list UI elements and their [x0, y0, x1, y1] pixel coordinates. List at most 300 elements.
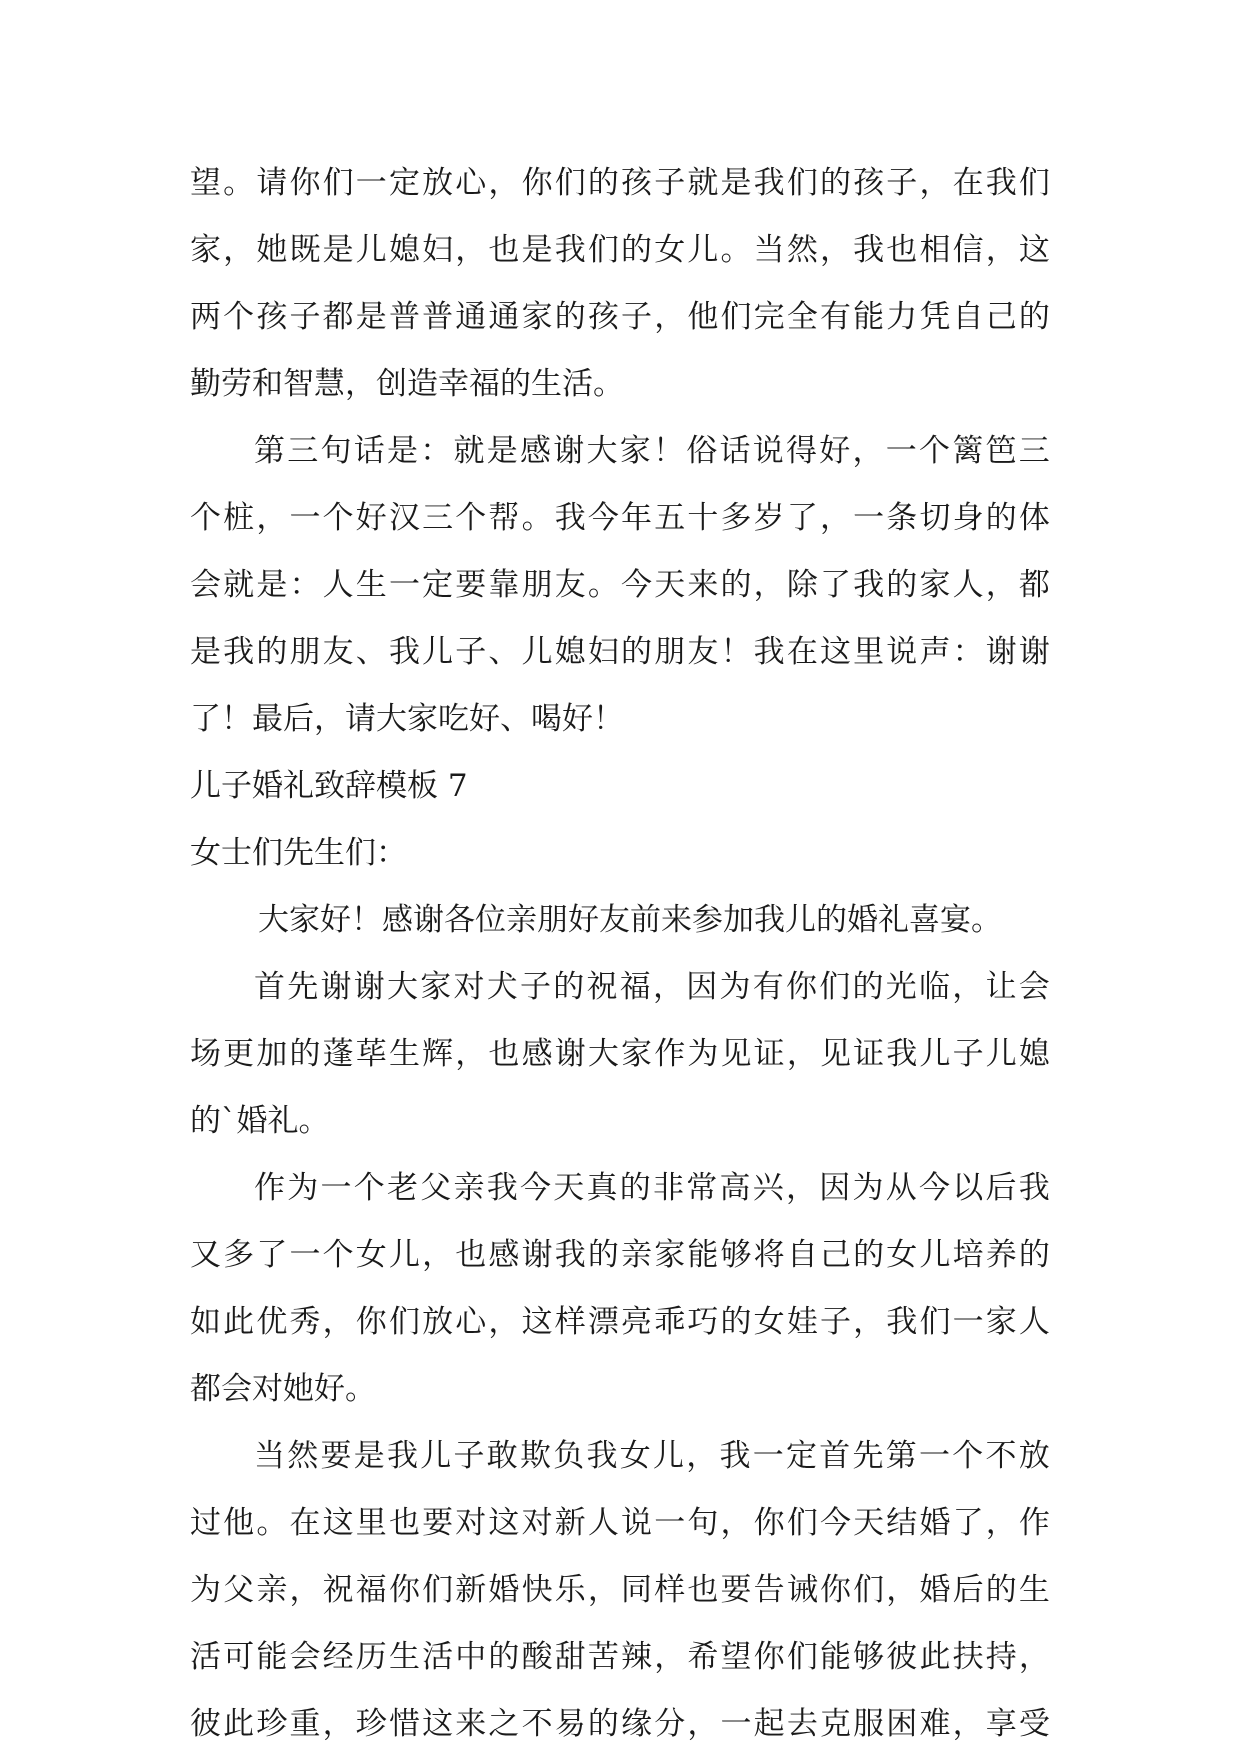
text-char: 的	[488, 1639, 520, 1675]
text-char: 望	[190, 165, 221, 201]
text-char: 子	[520, 969, 551, 1005]
salutation: 女士们先生们：	[190, 835, 407, 871]
text-char: 见	[720, 1036, 752, 1072]
text-char: ，	[952, 1706, 984, 1742]
text-char: 证	[753, 1036, 785, 1072]
text-line	[190, 284, 1050, 351]
text-char: 要	[320, 1438, 352, 1474]
text-char: 为	[852, 1170, 884, 1206]
text-char: 是	[387, 433, 418, 469]
text-char: 们	[786, 1505, 818, 1541]
text-char: 五	[654, 500, 686, 536]
text-char: 岁	[753, 500, 785, 536]
text-char: 我	[388, 634, 420, 670]
text-char: 快	[521, 1572, 553, 1608]
text-char: 媳	[388, 232, 420, 268]
text-char: 生	[355, 567, 387, 603]
text-char: 靠	[488, 567, 520, 603]
section-heading: 儿子婚礼致辞模板 7	[190, 768, 468, 804]
text-char: 活	[190, 1639, 221, 1675]
text-char: 篱	[952, 433, 984, 469]
text-char: 一	[952, 1304, 984, 1340]
text-char: 为	[287, 1170, 319, 1206]
text-char: 媳	[1018, 1036, 1050, 1072]
text-char: 首	[254, 969, 285, 1005]
text-char: 常	[686, 1170, 718, 1206]
text-char: 人	[952, 567, 984, 603]
text-char: 。	[521, 500, 553, 536]
text-char: ，	[985, 1505, 1017, 1541]
text-char: 的	[256, 634, 288, 670]
text-char: ，	[223, 232, 255, 268]
text-char: 在	[952, 165, 984, 201]
text-char: 的	[985, 1572, 1017, 1608]
text-char: 的	[852, 969, 884, 1005]
text-char: 的	[985, 500, 1017, 536]
text-char: 也	[687, 1572, 719, 1608]
text-char: 的	[289, 1036, 321, 1072]
text-char: 娃	[786, 1304, 818, 1340]
text-line	[190, 954, 1050, 1021]
text-char: 苦	[587, 1639, 619, 1675]
text-char: 个	[353, 1170, 385, 1206]
text-char: 是	[256, 567, 288, 603]
text-char: 好	[355, 500, 387, 536]
text-char: 友	[687, 634, 719, 670]
text-char: 可	[223, 1639, 255, 1675]
text-char: 笆	[985, 433, 1017, 469]
text-char: 不	[521, 1706, 553, 1742]
text-char: 了	[256, 1237, 288, 1273]
text-char: 诫	[786, 1572, 818, 1608]
text-char: 是	[190, 634, 221, 670]
text-char: 此	[223, 1706, 255, 1742]
text-char: 又	[190, 1237, 221, 1273]
text-char: 亲	[256, 1572, 288, 1608]
text-char: 祝	[322, 1572, 354, 1608]
text-char: 。	[720, 232, 752, 268]
text-char: 们	[554, 165, 586, 201]
text-char: 一	[853, 500, 885, 536]
text-char: 一	[320, 1170, 352, 1206]
text-char: 身	[952, 500, 984, 536]
text-char: ，	[853, 1304, 885, 1340]
text-char: 们	[720, 299, 752, 335]
text-char: 个	[952, 1438, 984, 1474]
text-char: 生	[388, 1036, 420, 1072]
text-char: 大	[587, 1036, 619, 1072]
text-char: 非	[653, 1170, 684, 1206]
text-char: 孩	[853, 165, 885, 201]
text-char: 了	[952, 1505, 984, 1541]
text-char: 过	[190, 1505, 221, 1541]
text-char: 亲	[453, 1170, 485, 1206]
text-char: 多	[720, 500, 752, 536]
text-char: 福	[355, 1572, 387, 1608]
text-char: 这	[819, 634, 851, 670]
text-char: 为	[687, 1036, 719, 1072]
text-char: 普	[422, 299, 454, 335]
text-char: 儿	[388, 1237, 420, 1273]
text-char: 服	[853, 1706, 885, 1742]
text-line	[190, 1691, 1050, 1758]
text-char: ，	[786, 1036, 818, 1072]
text-char: ，	[1018, 1639, 1050, 1675]
text-char: 一	[720, 1706, 752, 1742]
text-char: 分	[654, 1706, 686, 1742]
text-char: 为	[719, 969, 751, 1005]
text-char: 第	[254, 433, 285, 469]
text-char: 切	[919, 500, 951, 536]
text-char: 儿	[687, 232, 719, 268]
text-char: 你	[753, 1505, 785, 1541]
text-char: 好	[819, 433, 851, 469]
text-char: 你	[289, 165, 321, 201]
text-char: 他	[223, 1505, 255, 1541]
text-char: 一	[289, 500, 321, 536]
text-char: 我	[554, 232, 586, 268]
text-char: 易	[554, 1706, 586, 1742]
text-char: 婚	[919, 1572, 951, 1608]
text-char: 话	[353, 433, 385, 469]
text-char: 活	[422, 1639, 454, 1675]
text-char: 们	[853, 1572, 885, 1608]
text-char: 一	[654, 1505, 686, 1541]
text-char: 这	[322, 1505, 354, 1541]
text-char: 享	[985, 1706, 1017, 1742]
text-char: 她	[256, 232, 288, 268]
text-char: 此	[919, 1639, 951, 1675]
text-char: 的	[619, 1170, 651, 1206]
text-char: 完	[753, 299, 785, 335]
text-char: 放	[1018, 1438, 1050, 1474]
text-char: 谢	[554, 1036, 586, 1072]
text-char: 是	[521, 232, 553, 268]
text-char: 一	[355, 165, 387, 201]
text-char: 心	[455, 1304, 487, 1340]
text-char: 让	[985, 969, 1017, 1005]
text-char: 福	[619, 969, 651, 1005]
text-char: ：	[952, 634, 984, 670]
text-char: 们	[919, 1304, 951, 1340]
text-char: 定	[388, 165, 420, 201]
text-char: 会	[289, 1639, 321, 1675]
text-char: 放	[422, 165, 454, 201]
text-char: 因	[686, 969, 718, 1005]
text-char: 的	[853, 1237, 885, 1273]
text-char: 感	[520, 433, 551, 469]
text-char: 荜	[355, 1036, 387, 1072]
text-char: 我	[1018, 1170, 1050, 1206]
text-char: 自	[786, 1237, 818, 1273]
text-char: 们	[322, 165, 354, 201]
text-char: ！	[720, 634, 752, 670]
text-char: ，	[289, 1572, 321, 1608]
text-char: 人	[587, 1505, 619, 1541]
text-char: 对	[455, 1505, 487, 1541]
text-char: 惜	[388, 1706, 420, 1742]
text-char: 说	[752, 433, 784, 469]
text-char: 相	[919, 232, 951, 268]
text-char: 就	[453, 433, 485, 469]
text-char: 重	[289, 1706, 321, 1742]
text-char: 乖	[654, 1304, 686, 1340]
text-char: 我	[586, 1438, 618, 1474]
text-char: 缘	[621, 1706, 653, 1742]
text-char: 定	[786, 1438, 817, 1474]
text-char: 。	[223, 165, 255, 201]
text-char: 父	[223, 1572, 255, 1608]
text-char: ，	[919, 165, 951, 201]
text-char: 起	[753, 1706, 785, 1742]
text-char: 你	[355, 1304, 387, 1340]
text-line: 了！最后，请大家吃好、喝好！	[190, 701, 624, 737]
text-char: 这	[488, 1505, 520, 1541]
text-char: ，	[686, 1438, 718, 1474]
text-char: ，	[886, 1572, 918, 1608]
text-char: 里	[355, 1505, 387, 1541]
text-char: 然	[786, 232, 818, 268]
text-char: 老	[387, 1170, 418, 1206]
document-body	[190, 150, 1050, 1758]
text-char: 友	[322, 634, 354, 670]
text-char: 是	[355, 299, 387, 335]
text-char: ，	[256, 500, 288, 536]
text-line	[190, 485, 1050, 552]
text-char: 的	[1018, 1237, 1050, 1273]
text-char: 多	[223, 1237, 255, 1273]
text-char: ，	[985, 567, 1017, 603]
text-char: 儿	[985, 1036, 1017, 1072]
text-char: 我	[387, 1438, 418, 1474]
text-char: ，	[654, 1639, 686, 1675]
text-char: 大	[586, 433, 618, 469]
text-char: 谢	[553, 433, 585, 469]
text-char: 都	[322, 299, 354, 335]
text-char: 之	[488, 1706, 520, 1742]
text-line	[190, 1021, 1050, 1088]
text-char: 能	[819, 1639, 851, 1675]
text-char: 当	[254, 1438, 285, 1474]
greeting: 大家好！感谢各位亲朋好友前来参加我儿的婚礼喜宴。	[258, 902, 1002, 938]
text-char: 子	[654, 165, 686, 201]
text-char: 了	[786, 500, 818, 536]
text-char: 先	[287, 969, 319, 1005]
text-char: 是	[353, 1438, 385, 1474]
text-char: 的	[587, 1237, 619, 1273]
text-char: 敢	[486, 1438, 518, 1474]
text-char: ，	[720, 1505, 752, 1541]
text-char: 家	[621, 1036, 653, 1072]
text-char: 家	[619, 433, 651, 469]
text-char: 条	[886, 500, 918, 536]
text-char: 婚	[488, 1572, 520, 1608]
text-char: 你	[753, 1639, 785, 1675]
text-char: 有	[752, 969, 784, 1005]
text-char: 今	[520, 1170, 551, 1206]
text-char: 对	[521, 1505, 553, 1541]
text-char: 请	[256, 165, 288, 201]
text-char: 临	[919, 969, 950, 1005]
text-char: 对	[453, 969, 485, 1005]
text-char: 桩	[223, 500, 255, 536]
text-char: 不	[985, 1438, 1017, 1474]
text-char: 的	[587, 1706, 619, 1742]
text-char: 更	[223, 1036, 255, 1072]
text-char: 能	[687, 1237, 719, 1273]
text-char: 要	[455, 567, 487, 603]
text-char: ，	[819, 500, 851, 536]
text-char: 难	[919, 1706, 951, 1742]
text-char: 定	[422, 567, 454, 603]
text-char: 感	[521, 1036, 553, 1072]
text-char: 们	[786, 1639, 818, 1675]
text-char: ，	[587, 1572, 619, 1608]
text-char: 一	[919, 1438, 950, 1474]
text-char: 大	[387, 969, 418, 1005]
text-char: 个	[223, 299, 255, 335]
text-char: 同	[621, 1572, 653, 1608]
text-char: ，	[654, 299, 686, 335]
text-char: 除	[786, 567, 818, 603]
text-char: 子	[621, 299, 653, 335]
text-char: 人	[1018, 1304, 1050, 1340]
text-char: 欺	[520, 1438, 551, 1474]
text-char: 作	[1018, 1505, 1050, 1541]
text-char: 后	[952, 1572, 984, 1608]
text-char: 我	[753, 165, 785, 201]
text-char: 家	[985, 1304, 1017, 1340]
text-char: 三	[422, 500, 454, 536]
text-char: 、	[355, 634, 387, 670]
text-char: 证	[853, 1036, 885, 1072]
text-char: ，	[422, 1237, 454, 1273]
text-char: 儿	[521, 634, 553, 670]
text-char: 婚	[919, 1505, 951, 1541]
text-char: 样	[654, 1572, 686, 1608]
text-char: ，	[322, 1706, 354, 1742]
text-char: 当	[753, 232, 785, 268]
text-char: 女	[886, 1237, 918, 1273]
text-char: 两	[190, 299, 221, 335]
text-char: 今	[919, 1170, 950, 1206]
text-char: 辉	[422, 1036, 454, 1072]
text-char: 年	[621, 500, 653, 536]
text-char: 今	[819, 1505, 851, 1541]
text-char: 祝	[586, 969, 618, 1005]
text-char: 兴	[752, 1170, 784, 1206]
text-line	[190, 1222, 1050, 1289]
text-char: 家	[654, 1237, 686, 1273]
text-char: 儿	[919, 1036, 951, 1072]
text-char: 里	[853, 634, 885, 670]
text-char: 一	[289, 1237, 321, 1273]
text-char: 我	[886, 1036, 918, 1072]
text-char: 这	[1018, 232, 1050, 268]
text-char: 后	[985, 1170, 1017, 1206]
text-char: 经	[322, 1639, 354, 1675]
text-char: 我	[985, 165, 1017, 201]
text-char: ，	[488, 1304, 520, 1340]
text-char: ，	[786, 1170, 817, 1206]
text-char: ，	[653, 969, 684, 1005]
text-char: 一	[885, 433, 917, 469]
text-char: 的	[553, 969, 585, 1005]
text-line	[190, 552, 1050, 619]
text-char: 见	[819, 1036, 851, 1072]
text-char: 我	[719, 1438, 751, 1474]
text-char: ，	[488, 165, 520, 201]
text-char: 们	[1018, 165, 1050, 201]
text-char: 家	[420, 969, 452, 1005]
text-char: 个	[322, 1237, 354, 1273]
text-char: 句	[687, 1505, 719, 1541]
text-char: 来	[687, 567, 719, 603]
text-char: 既	[289, 232, 321, 268]
text-char: 个	[190, 500, 221, 536]
text-char: 朋	[289, 634, 321, 670]
text-char: 放	[422, 1304, 454, 1340]
text-char: 父	[420, 1170, 452, 1206]
text-char: 天	[853, 1505, 885, 1541]
text-line	[190, 619, 1050, 686]
text-char: 汉	[388, 500, 420, 536]
text-char: 我	[753, 634, 785, 670]
text-char: 妇	[422, 232, 454, 268]
text-char: 会	[190, 567, 221, 603]
text-char: 谢	[1018, 634, 1050, 670]
text-char: 们	[422, 1572, 454, 1608]
text-char: 体	[1018, 500, 1050, 536]
text-char: 己	[985, 299, 1017, 335]
text-line	[190, 1624, 1050, 1691]
text-char: 也	[488, 232, 520, 268]
text-char: 凭	[919, 299, 951, 335]
text-char: 我	[853, 232, 885, 268]
text-char: 孩	[587, 299, 619, 335]
text-char: 女	[753, 1304, 785, 1340]
text-char: 是	[720, 165, 752, 201]
text-char: 信	[952, 232, 984, 268]
text-char: 中	[455, 1639, 487, 1675]
text-char: 受	[1018, 1706, 1050, 1742]
text-char: 我	[223, 634, 255, 670]
text-char: 全	[786, 299, 818, 335]
text-line	[190, 217, 1050, 284]
text-char: 谢	[521, 1237, 553, 1273]
text-char: 女	[355, 1237, 387, 1273]
text-char: 力	[886, 299, 918, 335]
text-char: ，	[819, 232, 851, 268]
text-line	[190, 1423, 1050, 1490]
text-char: 谢	[353, 969, 385, 1005]
text-char: 通	[488, 299, 520, 335]
text-char: 天	[654, 567, 686, 603]
text-char: 够	[720, 1237, 752, 1273]
text-char: 儿	[653, 1438, 684, 1474]
text-char: 子	[819, 1304, 851, 1340]
text-char: 结	[886, 1505, 918, 1541]
text-char: 我	[853, 567, 885, 603]
text-char: 朋	[654, 634, 686, 670]
text-char: 话	[719, 433, 751, 469]
text-char: 一	[752, 1438, 784, 1474]
text-line	[190, 1155, 1050, 1222]
text-char: 孩	[256, 299, 288, 335]
text-char: 漂	[587, 1304, 619, 1340]
text-char: 亲	[621, 1237, 653, 1273]
text-char: 家	[190, 232, 221, 268]
